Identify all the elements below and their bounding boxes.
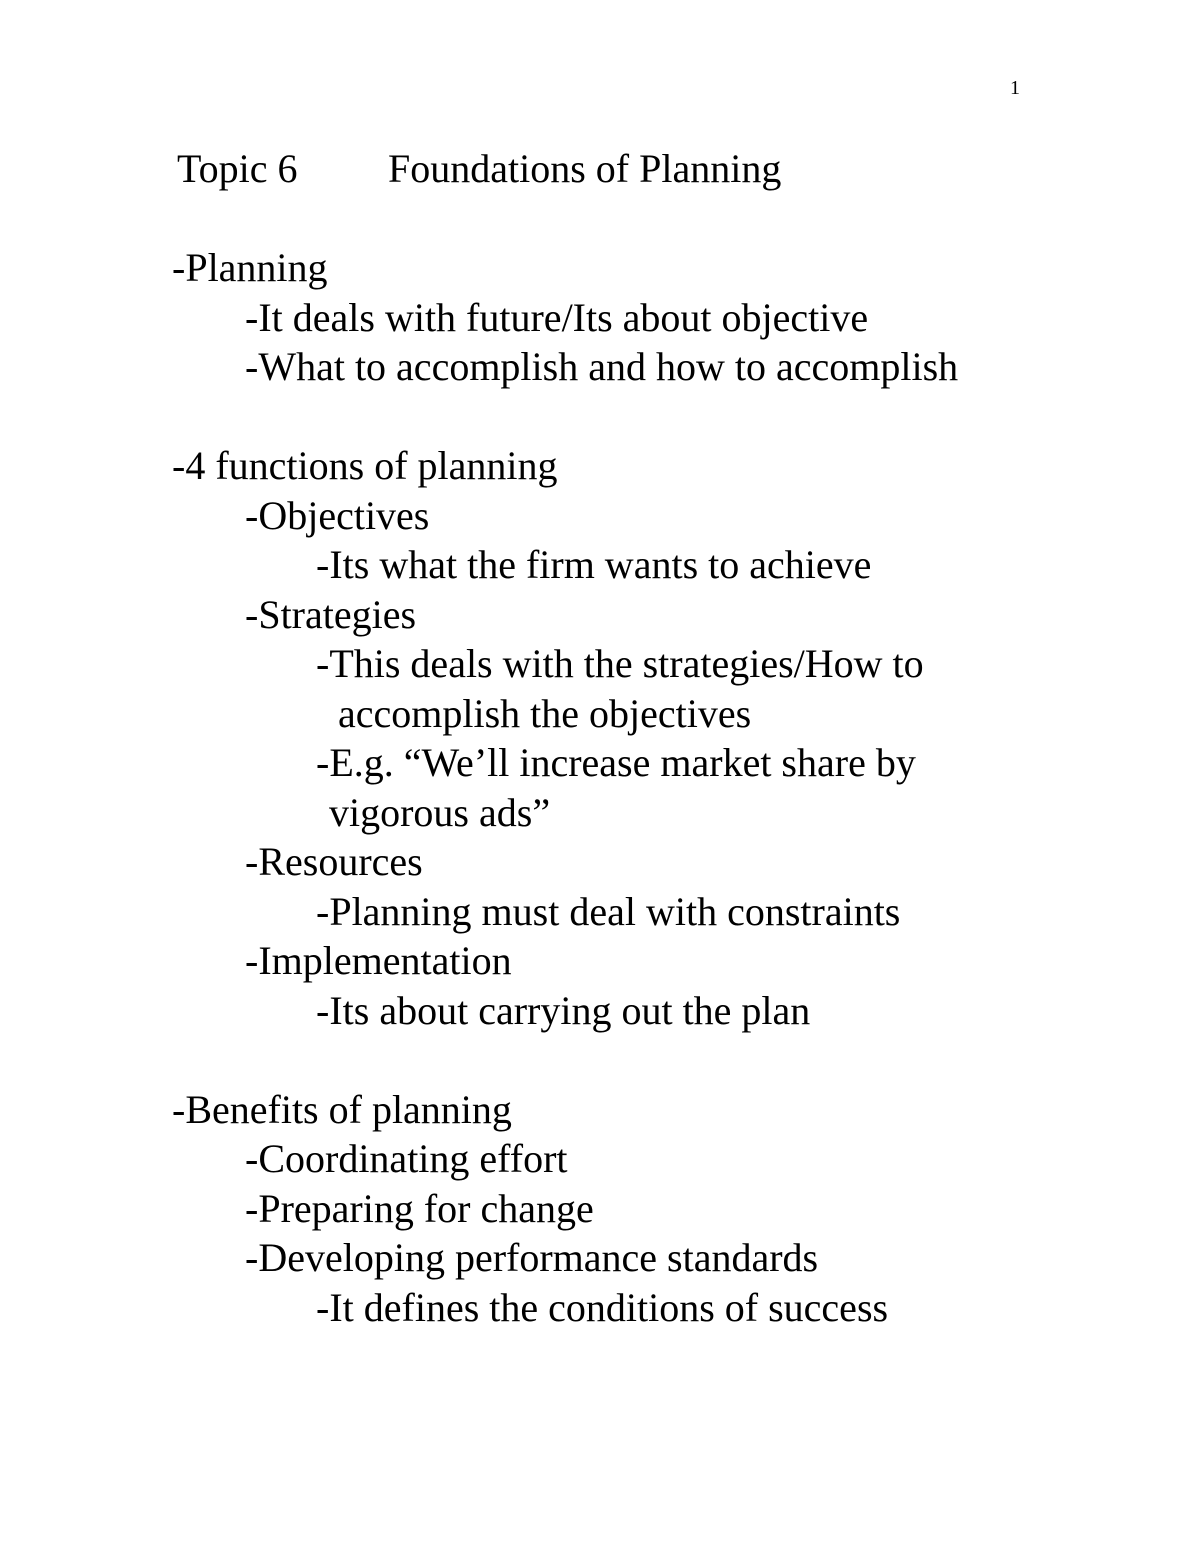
topic-number: Topic 6 <box>177 146 298 191</box>
topic-heading: Foundations of Planning <box>388 146 782 191</box>
page-number: 1 <box>1010 77 1020 99</box>
list-item: -Coordinating effort <box>245 1136 568 1181</box>
strategies-detail: -This deals with the strategies/How to <box>316 641 924 686</box>
list-item: -It deals with future/Its about objective <box>245 295 869 340</box>
strategies-example: -E.g. “We’ll increase market share by <box>316 740 916 785</box>
strategies-example-continued: vigorous ads” <box>329 790 551 835</box>
list-item: -What to accomplish and how to accomplish <box>245 344 959 389</box>
section-heading-benefits: -Benefits of planning <box>172 1087 512 1132</box>
function-resources: -Resources <box>245 839 423 884</box>
standards-detail: -It defines the conditions of success <box>316 1285 889 1330</box>
list-item: -Developing performance standards <box>245 1235 819 1280</box>
section-heading-functions: -4 functions of planning <box>172 443 558 488</box>
section-heading-planning: -Planning <box>172 245 328 290</box>
function-objectives: -Objectives <box>245 493 430 538</box>
resources-detail: -Planning must deal with constraints <box>316 889 901 934</box>
implementation-detail: -Its about carrying out the plan <box>316 988 811 1033</box>
function-strategies: -Strategies <box>245 592 417 637</box>
list-item: -Preparing for change <box>245 1186 594 1231</box>
objectives-detail: -Its what the firm wants to achieve <box>316 542 872 587</box>
function-implementation: -Implementation <box>245 938 512 983</box>
strategies-detail-continued: accomplish the objectives <box>338 691 752 736</box>
